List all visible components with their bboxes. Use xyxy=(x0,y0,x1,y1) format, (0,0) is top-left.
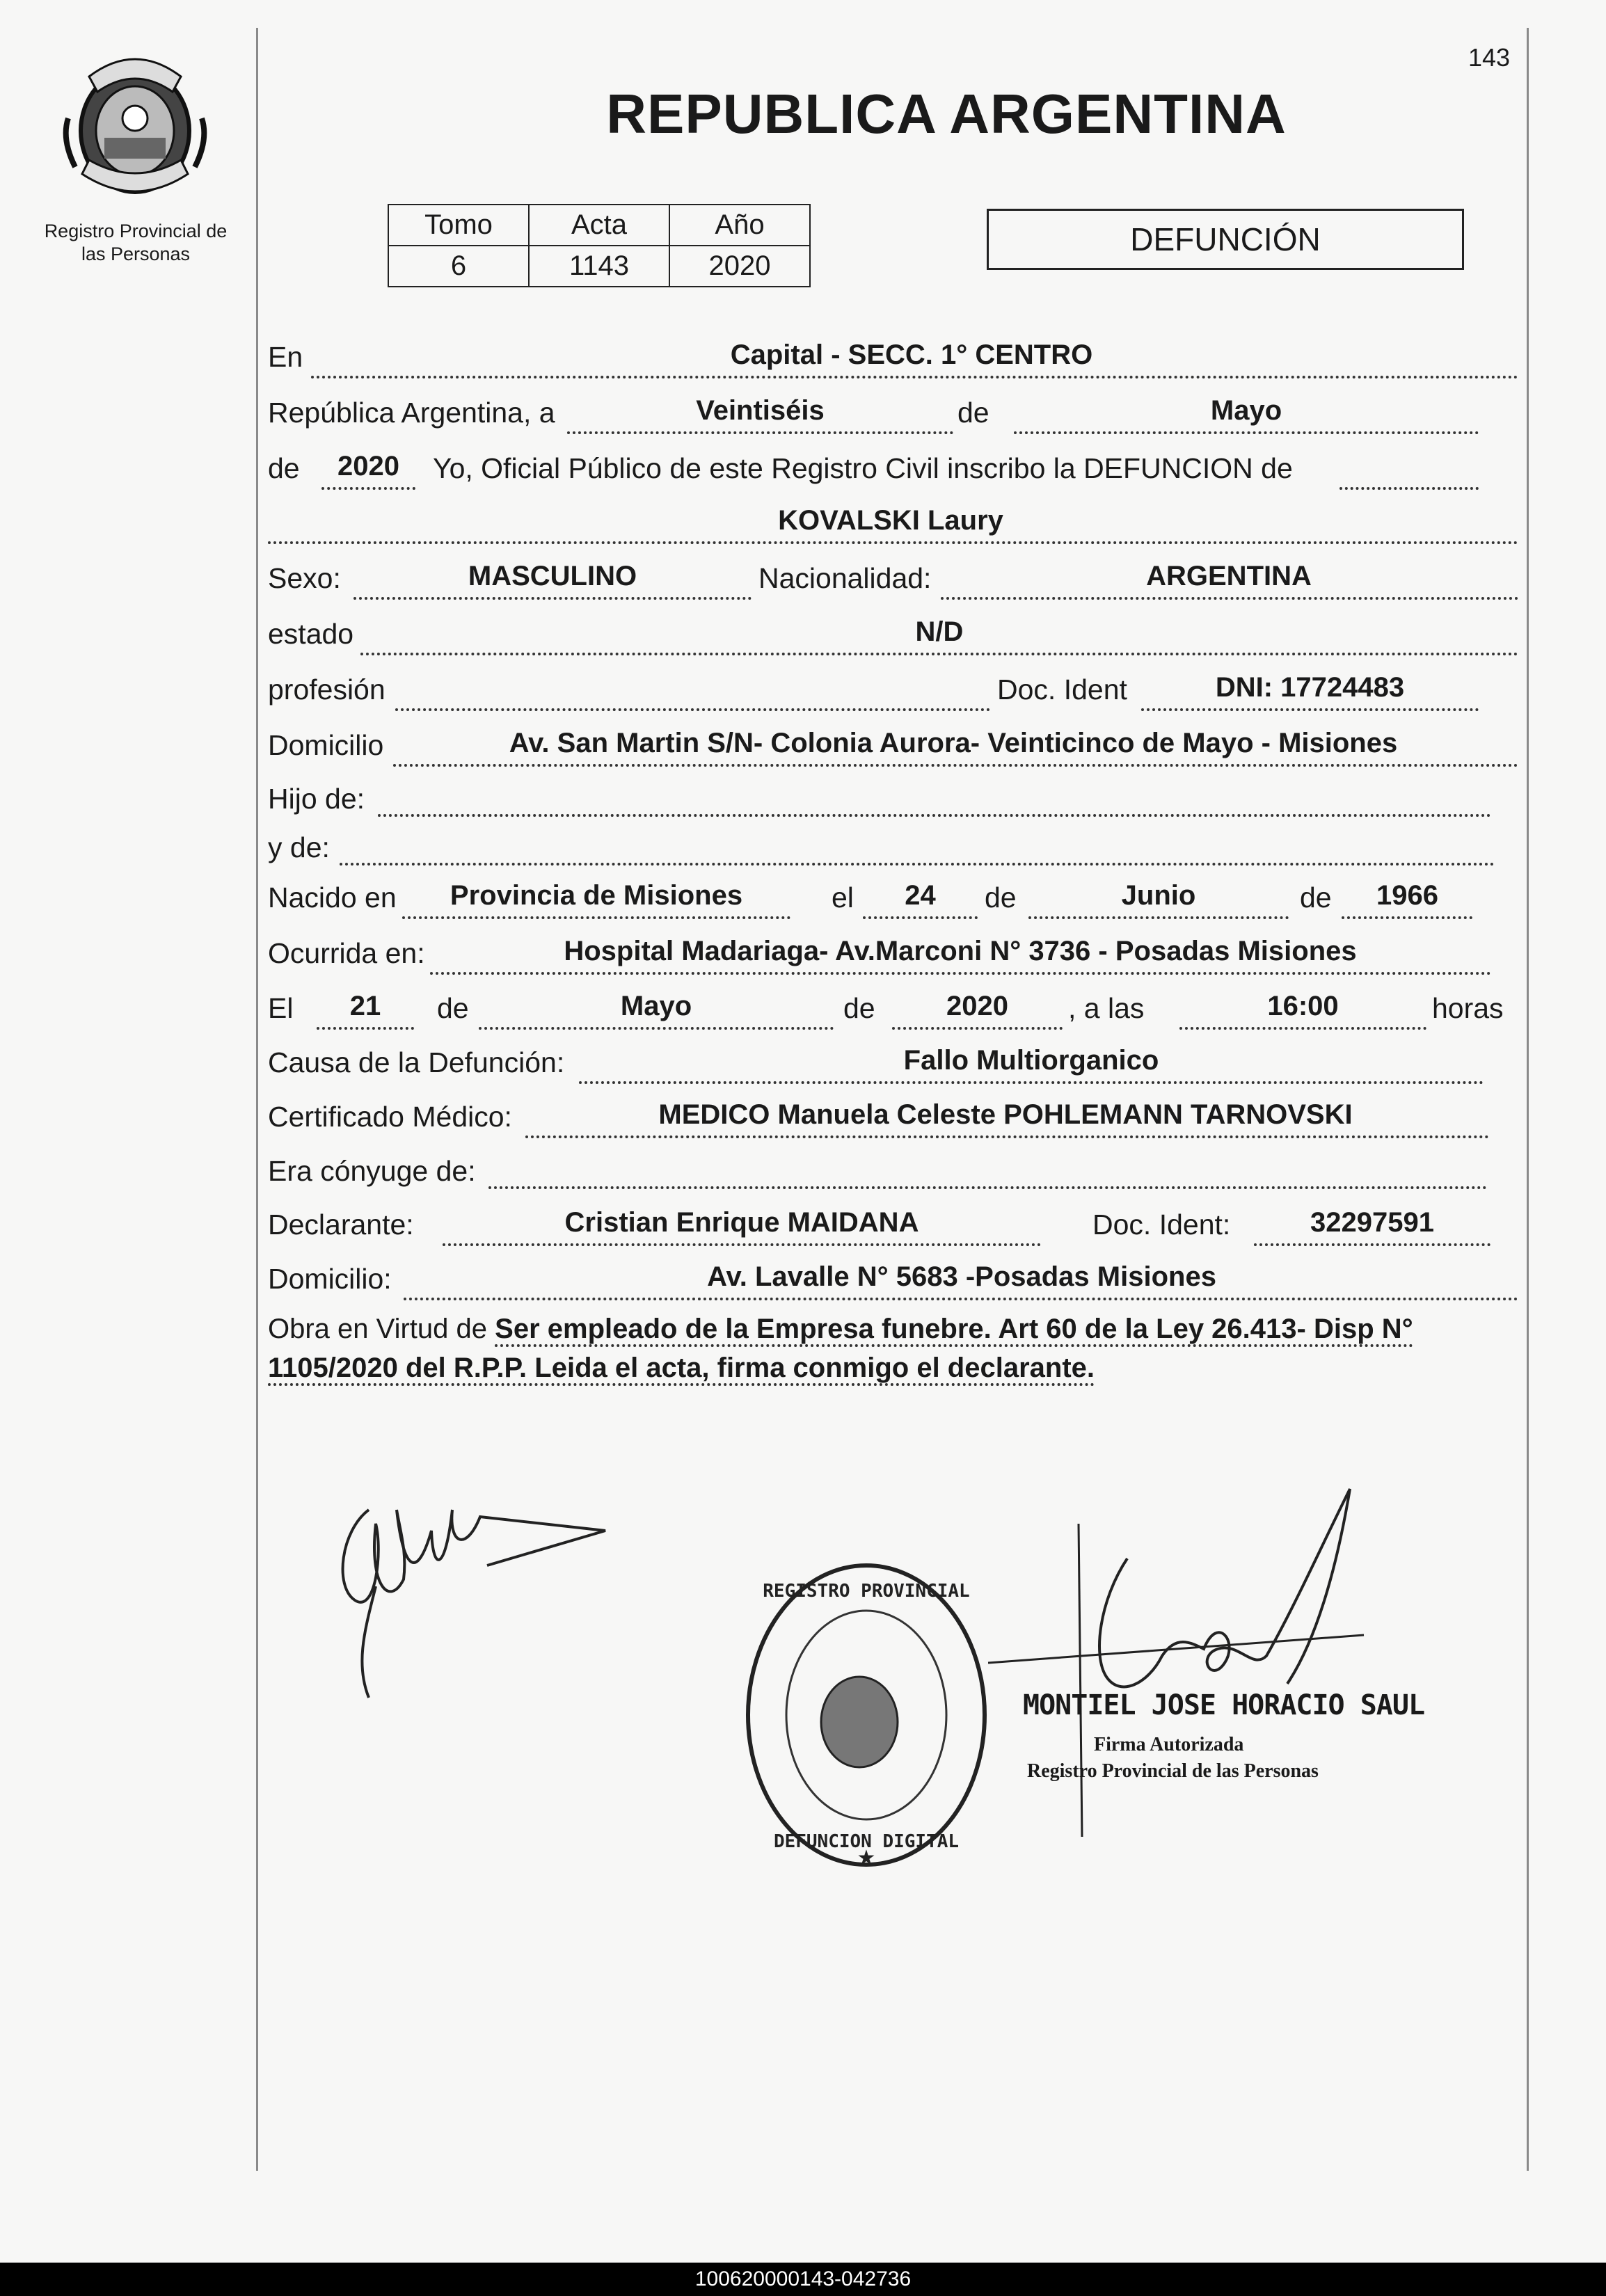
label-en: En xyxy=(268,341,303,373)
value-nac-dia: 24 xyxy=(905,880,936,911)
dotted-line xyxy=(378,814,1491,817)
reference-value-tomo: 6 xyxy=(388,246,529,287)
label-nacionalidad: Nacionalidad: xyxy=(758,562,932,594)
value-causa: Fallo Multiorganico xyxy=(903,1045,1159,1076)
value-declarante-domicilio: Av. Lavalle N° 5683 -Posadas Misiones xyxy=(707,1261,1216,1292)
value-def-dia: 21 xyxy=(349,991,381,1021)
value-nacido-en: Provincia de Misiones xyxy=(450,880,743,911)
margin-rule-left xyxy=(256,28,258,2171)
label-de: de xyxy=(957,397,989,429)
dotted-line xyxy=(404,1298,1518,1300)
dotted-line xyxy=(1179,1027,1426,1030)
issuer-label xyxy=(14,220,257,266)
label-y-de: y de: xyxy=(268,831,330,863)
dotted-line xyxy=(1339,487,1479,490)
dotted-line xyxy=(395,708,990,711)
label-el: el xyxy=(832,882,854,914)
value-hora: 16:00 xyxy=(1267,991,1339,1021)
label-doc-ident: Doc. Ident xyxy=(997,673,1127,705)
label-nacido-en: Nacido en xyxy=(268,882,397,914)
dotted-line xyxy=(402,916,790,919)
value-lugar: Capital - SECC. 1° CENTRO xyxy=(730,340,1093,370)
label-horas: horas xyxy=(1432,992,1504,1024)
value-nac-anio: 1966 xyxy=(1376,880,1438,911)
label-hijo-de: Hijo de: xyxy=(268,783,365,815)
dotted-line xyxy=(1342,916,1472,919)
dotted-line xyxy=(393,764,1518,767)
value-obra: Ser empleado de la Empresa funebre. Art 60 de la Ley 26.413- Disp N° 1105/2020 del R.P.P. Leida el acta, firma conmigo el declarante. xyxy=(268,1314,1413,1386)
reference-value-anio: 2020 xyxy=(669,246,810,287)
margin-rule-right xyxy=(1527,28,1529,2171)
label-el-cap: El xyxy=(268,992,294,1024)
dotted-line xyxy=(1014,431,1479,434)
dotted-line xyxy=(479,1027,834,1030)
value-ocurrida: Hospital Madariaga- Av.Marconi N° 3736 - Posadas Misiones xyxy=(564,936,1357,966)
label-de-a: de xyxy=(985,882,1017,914)
official-name: MONTIEL JOSE HORACIO SAUL xyxy=(1023,1689,1425,1721)
dotted-line xyxy=(892,1027,1063,1030)
value-certificado: MEDICO Manuela Celeste POHLEMANN TARNOVSKI xyxy=(658,1099,1353,1130)
reference-header-row xyxy=(388,205,810,246)
value-dia: Veintiséis xyxy=(696,395,825,426)
dotted-line xyxy=(443,1243,1041,1246)
provincial-crest-logo xyxy=(61,49,209,203)
value-nacionalidad: ARGENTINA xyxy=(1146,561,1312,591)
dotted-line xyxy=(317,1027,414,1030)
label-doc-ident2: Doc. Ident: xyxy=(1092,1209,1231,1241)
value-estado: N/D xyxy=(915,616,964,647)
dotted-line xyxy=(863,916,978,919)
value-domicilio: Av. San Martin S/N- Colonia Aurora- Veinticinco de Mayo - Misiones xyxy=(509,728,1398,758)
dotted-line xyxy=(1028,916,1289,919)
label-inscribo: Yo, Oficial Público de este Registro Civil inscribo la DEFUNCION de xyxy=(433,452,1293,484)
value-def-anio: 2020 xyxy=(946,991,1008,1021)
label-republica: República Argentina, a xyxy=(268,397,555,429)
label-estado: estado xyxy=(268,618,354,650)
dotted-line xyxy=(311,376,1518,378)
dotted-line xyxy=(268,541,1518,544)
label-profesion: profesión xyxy=(268,673,385,705)
label-ocurrida-en: Ocurrida en: xyxy=(268,937,425,969)
record-type-box: DEFUNCIÓN xyxy=(987,209,1464,270)
document-title: REPUBLICA ARGENTINA xyxy=(606,83,1287,145)
label-a-las: , a las xyxy=(1068,992,1145,1024)
dotted-line xyxy=(430,972,1491,975)
issuer-line2: las Personas xyxy=(81,244,191,264)
reference-value-acta: 1143 xyxy=(529,246,669,287)
registry-stamp xyxy=(738,1555,995,1875)
dotted-line xyxy=(488,1186,1487,1189)
value-nac-mes: Junio xyxy=(1121,880,1196,911)
label-de-b: de xyxy=(1300,882,1332,914)
reference-header-acta: Acta xyxy=(529,205,669,246)
dotted-line xyxy=(579,1081,1484,1084)
label-de2: de xyxy=(268,452,300,484)
label-de-c: de xyxy=(437,992,469,1024)
obra-en-virtud xyxy=(268,1309,1520,1387)
official-role: Firma Autorizada xyxy=(1094,1734,1244,1755)
dotted-line xyxy=(525,1135,1489,1138)
label-sexo: Sexo: xyxy=(268,562,341,594)
svg-text:DEFUNCION DIGITAL: DEFUNCION DIGITAL xyxy=(773,1831,960,1852)
official-signature xyxy=(988,1475,1406,1865)
svg-text:REGISTRO PROVINCIAL: REGISTRO PROVINCIAL xyxy=(763,1581,970,1602)
issuer-line1: Registro Provincial de xyxy=(44,221,228,241)
label-conyuge: Era cónyuge de: xyxy=(268,1155,476,1187)
svg-text:★: ★ xyxy=(857,1847,876,1870)
official-office: Registro Provincial de las Personas xyxy=(1027,1760,1319,1782)
reference-header-tomo: Tomo xyxy=(388,205,529,246)
value-declarante: Cristian Enrique MAIDANA xyxy=(564,1207,919,1238)
reference-table xyxy=(388,204,811,287)
label-causa: Causa de la Defunción: xyxy=(268,1046,565,1078)
dotted-line xyxy=(353,597,752,600)
dotted-line xyxy=(941,597,1518,600)
document-barcode-code: 100620000143-042736 xyxy=(0,2263,1606,2296)
dotted-line xyxy=(321,487,415,490)
value-doc: DNI: 17724483 xyxy=(1215,672,1405,703)
label-declarante: Declarante: xyxy=(268,1209,414,1241)
dotted-line xyxy=(1141,708,1479,711)
declarant-signature xyxy=(327,1468,619,1705)
value-nombre: KOVALSKI Laury xyxy=(778,505,1003,536)
page-number: 143 xyxy=(1468,43,1511,72)
value-anio: 2020 xyxy=(337,451,399,481)
dotted-line xyxy=(360,653,1518,655)
dotted-line xyxy=(340,863,1495,866)
label-domicilio2: Domicilio: xyxy=(268,1263,392,1295)
dotted-line xyxy=(1254,1243,1490,1246)
value-mes: Mayo xyxy=(1210,395,1282,426)
label-domicilio: Domicilio xyxy=(268,729,384,761)
reference-value-row xyxy=(388,246,810,287)
label-de-d: de xyxy=(843,992,875,1024)
value-sexo: MASCULINO xyxy=(468,561,637,591)
value-declarante-doc: 32297591 xyxy=(1310,1207,1434,1238)
label-obra: Obra en Virtud de xyxy=(268,1314,488,1344)
dotted-line xyxy=(567,431,953,434)
value-def-mes: Mayo xyxy=(620,991,692,1021)
reference-header-anio: Año xyxy=(669,205,810,246)
label-certificado: Certificado Médico: xyxy=(268,1101,512,1133)
